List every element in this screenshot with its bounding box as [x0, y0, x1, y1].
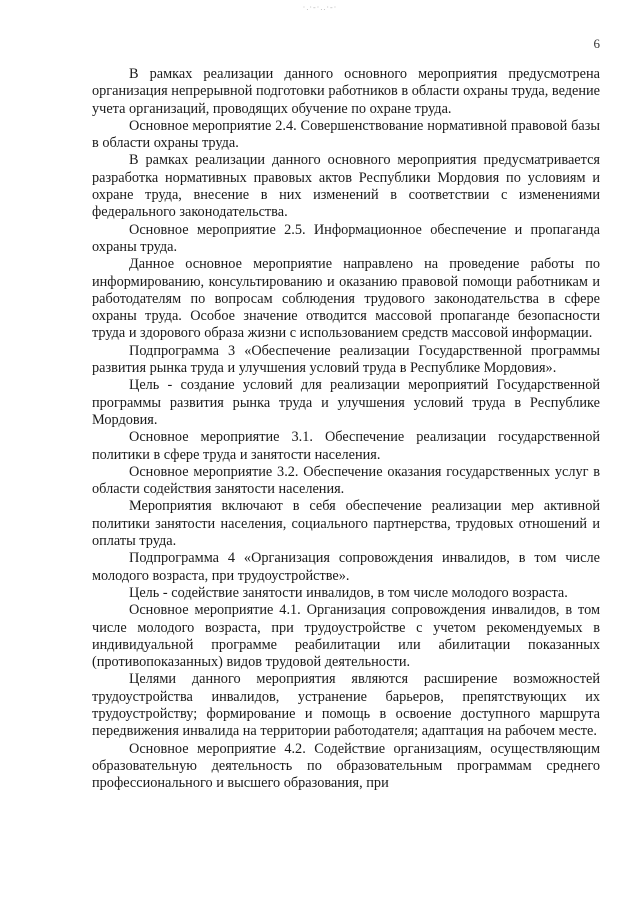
paragraph: Основное мероприятие 3.1. Обеспечение реализации государственной политики в сфере труда и занятости населения. — [92, 429, 600, 463]
paragraph: Подпрограмма 3 «Обеспечение реализации Государственной программы развития рынка труда и улучшения условий труда в Республике Мордовия». — [92, 342, 600, 377]
paragraph: В рамках реализации данного основного мероприятия предусмотрена организация непрерывной подготовки работников в области охраны труда, ведение учета организаций, проводящих обучение по охране труда. — [92, 66, 600, 117]
paragraph: Подпрограмма 4 «Организация сопровождения инвалидов, в том числе молодого возраста, при трудоустройстве». — [92, 550, 600, 584]
paragraph: Цель - создание условий для реализации мероприятий Государственной программы развития рынка труда и улучшения условий труда в Республике Мордовия. — [92, 377, 600, 428]
paragraph: Основное мероприятие 2.4. Совершенствование нормативной правовой базы в области охраны труда. — [92, 117, 600, 152]
paragraph: Основное мероприятие 4.2. Содействие организациям, осуществляющим образовательную деятельность по образовательным программам среднего профессионального и высшего образования, при — [92, 740, 600, 792]
paragraph: В рамках реализации данного основного мероприятия предусматривается разработка нормативных правовых актов Республики Мордовия по условиям и охране труда, внесение в них изменений в соответствии с изменениями федерального законодательства. — [92, 152, 600, 221]
paragraph: Данное основное мероприятие направлено на проведение работы по информированию, консультированию и оказанию правовой помощи работникам и работодателям по вопросам соблюдения трудового законодательства в сфере охраны труда. Особое значение отводится массовой пропаганде безопасности труда и здорового образа жизни с использованием средств массовой информации. — [92, 256, 600, 342]
header-mark: ·.·-·..·-· — [302, 3, 338, 12]
paragraph: Целями данного мероприятия являются расширение возможностей трудоустройства инвалидов, устранение барьеров, препятствующих их трудоустройству; формирование и помощь в освоение доступного маршрута передвижения инвалида на территории работодателя; адаптация на рабочем месте. — [92, 671, 600, 740]
paragraph: Основное мероприятие 2.5. Информационное обеспечение и пропаганда охраны труда. — [92, 221, 600, 255]
paragraph: Основное мероприятие 4.1. Организация сопровождения инвалидов, в том числе молодого возраста, при трудоустройстве с учетом рекомендуемых в индивидуальной программе реабилитации или абилитации показанных (противопоказанных) видов трудовой деятельности. — [92, 602, 600, 671]
page-number: 6 — [593, 36, 600, 51]
paragraph: Цель - содействие занятости инвалидов, в том числе молодого возраста. — [129, 584, 568, 601]
body-text — [92, 66, 600, 792]
paragraph: Основное мероприятие 3.2. Обеспечение оказания государственных услуг в области содействия занятости населения. — [92, 463, 600, 498]
paragraph: Мероприятия включают в себя обеспечение реализации мер активной политики занятости населения, социального партнерства, трудовых отношений и оплаты труда. — [92, 498, 600, 550]
